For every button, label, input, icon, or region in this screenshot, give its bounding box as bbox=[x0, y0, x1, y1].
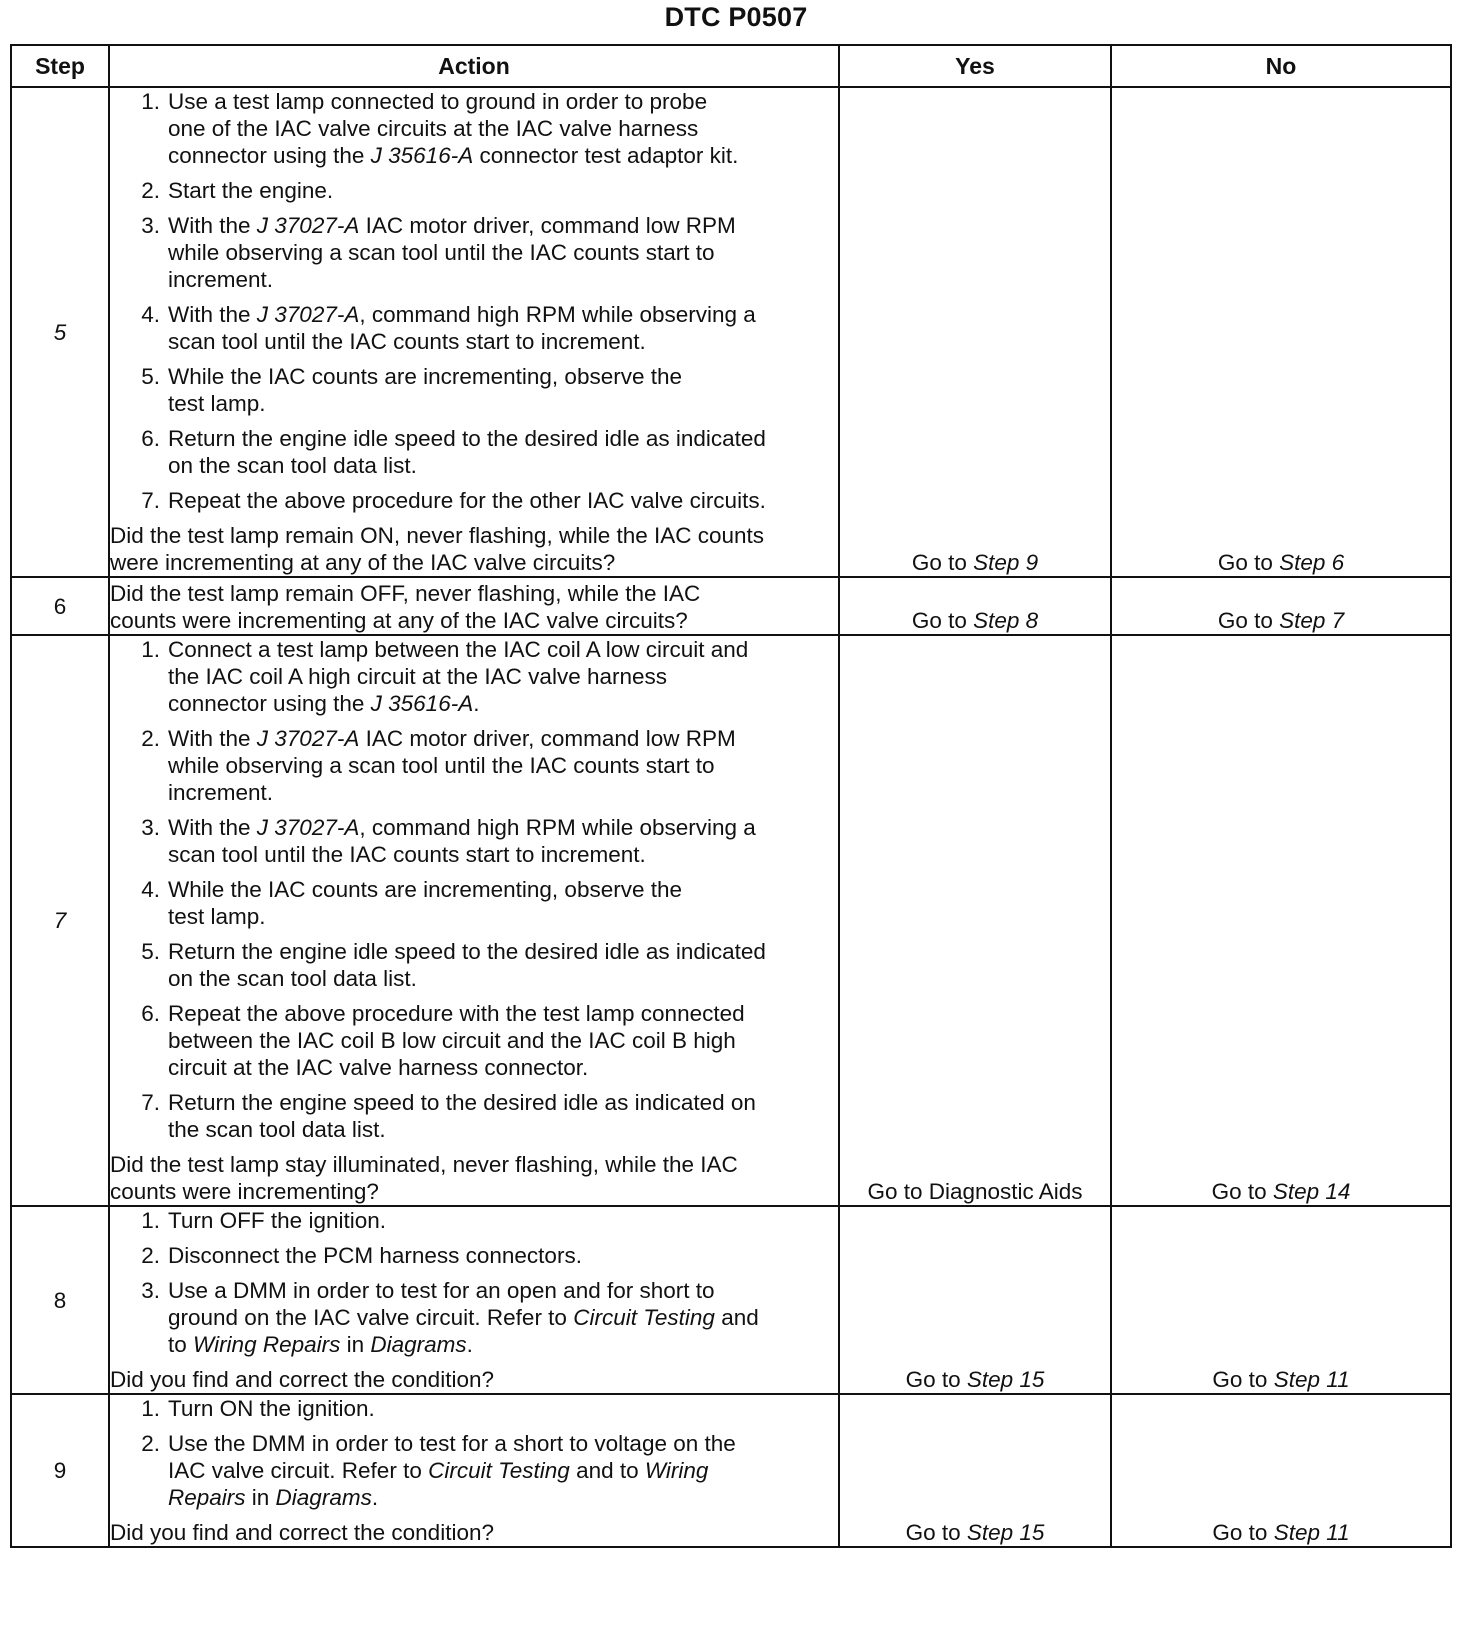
list-item: 2. Start the engine. bbox=[141, 178, 334, 203]
step-link: Step 11 bbox=[1273, 1367, 1350, 1392]
list-item: 7. Repeat the above procedure for the other IAC valve circuits. bbox=[141, 488, 766, 513]
list-item: 4. With the J 37027-A, command high RPM while observing a scan tool until the IAC counts start to increment. bbox=[141, 302, 756, 354]
yes-cell: Go to Diagnostic Aids bbox=[839, 635, 1111, 1206]
step-link: Step 15 bbox=[966, 1367, 1045, 1392]
action-cell bbox=[109, 635, 839, 1206]
list-item: 5. Return the engine idle speed to the desired idle as indicated on the scan tool data list. bbox=[141, 939, 766, 991]
tool-ref: J 35616-A bbox=[370, 143, 474, 168]
table-row-step-5 bbox=[11, 87, 1451, 577]
list-item: 2. Use the DMM in order to test for a short to voltage on the IAC valve circuit. Refer to Circuit Testing and to Wiring Repairs in Diagrams. bbox=[141, 1431, 736, 1510]
step-link: Step 11 bbox=[1273, 1520, 1350, 1545]
list-item: 3. With the J 37027-A IAC motor driver, command low RPM while observing a scan tool until the IAC counts start to increment. bbox=[141, 213, 736, 292]
step-link: Step 7 bbox=[1279, 608, 1345, 633]
list-item: 7. Return the engine speed to the desired idle as indicated on the scan tool data list. bbox=[141, 1090, 756, 1142]
question: Did the test lamp remain OFF, never flashing, while the IAC counts were incrementing at any of the IAC valve circuits? bbox=[110, 581, 701, 633]
list-item: 1. Use a test lamp connected to ground in order to probe one of the IAC valve circuits at the IAC valve harness connector using the J 35616-A connector test adaptor kit. bbox=[141, 89, 739, 168]
action-cell bbox=[109, 1394, 839, 1547]
doc-ref: Wiring bbox=[644, 1458, 709, 1483]
step-number: 6 bbox=[11, 577, 109, 635]
header-yes: Yes bbox=[839, 45, 1111, 87]
list-item: 4. While the IAC counts are incrementing, observe the test lamp. bbox=[141, 877, 683, 929]
doc-ref: Repairs bbox=[168, 1485, 246, 1510]
header-no: No bbox=[1111, 45, 1451, 87]
list-item: 1. Turn OFF the ignition. bbox=[141, 1208, 387, 1233]
header-step: Step bbox=[11, 45, 109, 87]
question: Did you find and correct the condition? bbox=[110, 1367, 494, 1392]
header-row bbox=[11, 45, 1451, 87]
action-list bbox=[110, 636, 838, 1143]
doc-ref: Diagrams bbox=[275, 1485, 372, 1510]
list-item: 3. With the J 37027-A, command high RPM while observing a scan tool until the IAC counts start to increment. bbox=[141, 815, 756, 867]
list-item: 1. Turn ON the ignition. bbox=[141, 1396, 375, 1421]
step-link: Step 9 bbox=[973, 550, 1039, 575]
question: Did you find and correct the condition? bbox=[110, 1520, 494, 1545]
list-item: 2. Disconnect the PCM harness connectors. bbox=[141, 1243, 582, 1268]
table-row-step-6 bbox=[11, 577, 1451, 635]
header-action: Action bbox=[109, 45, 839, 87]
step-link: Step 15 bbox=[966, 1520, 1045, 1545]
dtc-table bbox=[10, 44, 1452, 1548]
step-link: Step 8 bbox=[973, 608, 1039, 633]
list-item: 2. With the J 37027-A IAC motor driver, command low RPM while observing a scan tool until the IAC counts start to increment. bbox=[141, 726, 736, 805]
yes-cell: Go to Step 8 bbox=[839, 577, 1111, 635]
action-list bbox=[110, 88, 838, 514]
list-item: 5. While the IAC counts are incrementing, observe the test lamp. bbox=[141, 364, 683, 416]
action-cell bbox=[109, 1206, 839, 1394]
doc-ref: Wiring Repairs bbox=[193, 1332, 341, 1357]
yes-cell: Go to Step 15 bbox=[839, 1394, 1111, 1547]
doc-ref: Circuit Testing bbox=[428, 1458, 570, 1483]
table-row-step-8 bbox=[11, 1206, 1451, 1394]
no-cell: Go to Step 7 bbox=[1111, 577, 1451, 635]
doc-ref: Circuit Testing bbox=[573, 1305, 715, 1330]
no-cell: Go to Step 6 bbox=[1111, 87, 1451, 577]
list-item: 1. Connect a test lamp between the IAC coil A low circuit and the IAC coil A high circuit at the IAC valve harness connector using the J 35616-A. bbox=[141, 637, 749, 716]
doc-ref: Diagrams bbox=[370, 1332, 467, 1357]
action-cell bbox=[109, 87, 839, 577]
page-title: DTC P0507 bbox=[664, 2, 808, 32]
table-row-step-7 bbox=[11, 635, 1451, 1206]
list-item: 6. Repeat the above procedure with the test lamp connected between the IAC coil B low circuit and the IAC coil B high circuit at the IAC valve harness connector. bbox=[141, 1001, 745, 1080]
step-link: Step 6 bbox=[1279, 550, 1345, 575]
table-row-step-9 bbox=[11, 1394, 1451, 1547]
no-cell: Go to Step 14 bbox=[1111, 635, 1451, 1206]
tool-ref: J 37027-A bbox=[256, 726, 360, 751]
action-cell bbox=[109, 577, 839, 635]
step-link: Step 14 bbox=[1272, 1179, 1351, 1204]
step-number: 5 bbox=[11, 87, 109, 577]
question: Did the test lamp stay illuminated, never flashing, while the IAC counts were incrementing? bbox=[110, 1152, 738, 1204]
tool-ref: J 37027-A bbox=[256, 815, 360, 840]
tool-ref: J 35616-A bbox=[370, 691, 474, 716]
step-number: 8 bbox=[11, 1206, 109, 1394]
action-list bbox=[110, 1395, 838, 1511]
no-cell: Go to Step 11 bbox=[1111, 1394, 1451, 1547]
tool-ref: J 37027-A bbox=[256, 302, 360, 327]
step-number: 7 bbox=[11, 635, 109, 1206]
yes-cell: Go to Step 15 bbox=[839, 1206, 1111, 1394]
list-item: 3. Use a DMM in order to test for an open and for short to ground on the IAC valve circuit. Refer to Circuit Testing and to Wiring Repairs in Diagrams. bbox=[141, 1278, 759, 1357]
step-number: 9 bbox=[11, 1394, 109, 1547]
tool-ref: J 37027-A bbox=[256, 213, 360, 238]
yes-cell: Go to Step 9 bbox=[839, 87, 1111, 577]
question: Did the test lamp remain ON, never flashing, while the IAC counts were incrementing at any of the IAC valve circuits? bbox=[110, 523, 765, 575]
action-list bbox=[110, 1207, 838, 1358]
list-item: 6. Return the engine idle speed to the desired idle as indicated on the scan tool data list. bbox=[141, 426, 766, 478]
no-cell: Go to Step 11 bbox=[1111, 1206, 1451, 1394]
